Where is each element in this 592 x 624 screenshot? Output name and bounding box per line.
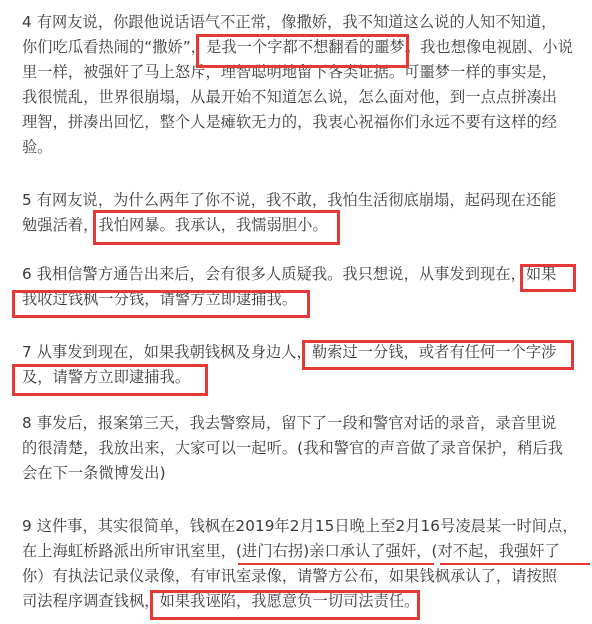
- text-line: 4 有网友说，你跟他说话语气不正常，像撒娇，我不知道这么说的人知不知道，: [22, 13, 557, 31]
- paragraph-4: [22, 10, 574, 160]
- text-line: 5 有网友说，为什么两年了你不说，我不敢，我怕生活彻底崩塌，起码现在还能: [22, 191, 557, 209]
- text-line: 6 我相信警方通告出来后，会有很多人质疑我。我只想说，从事发到现在，如果: [22, 265, 557, 283]
- text-line: 验。: [22, 138, 53, 156]
- paragraph-6: [22, 262, 574, 312]
- paragraph-8: [22, 411, 574, 486]
- text-line: 司法程序调查钱枫，如果我诬陷，我愿意负一切司法责任。: [22, 592, 420, 610]
- text-line: 勉强活着，我怕网暴。我承认，我懦弱胆小。: [22, 216, 328, 234]
- text-line: 理智，拼凑出回忆，整个人是瘫软无力的，我衷心祝福你们永远不要有这样的经: [22, 113, 558, 131]
- text-line: 7 从事发到现在，如果我朝钱枫及身边人，勒索过一分钱，或者有任何一个字涉: [22, 343, 557, 361]
- text-line: 你们吃瓜看热闹的“撒娇”，是我一个字都不想翻看的噩梦。我也想像电视剧、小说: [22, 38, 573, 56]
- text-line: 的很清楚，我放出来，大家可以一起听。(我和警官的声音做了录音保护，稍后我: [22, 439, 564, 457]
- paragraph-7: [22, 340, 574, 390]
- text-line: 里一样，被强奸了马上怒斥，理智聪明地留下各类证据。可噩梦一样的事实是，: [22, 63, 558, 81]
- text-line: 你）有执法记录仪录像，有审讯室录像，请警方公布，如果钱枫承认了，请按照: [22, 567, 558, 585]
- text-line: 会在下一条微博发出): [22, 464, 166, 482]
- text-line: 9 这件事，其实很简单，钱枫在2019年2月15日晚上至2月16号凌晨某一时间点，: [22, 517, 578, 535]
- paragraph-9: [22, 514, 578, 614]
- text-line: 及，请警方立即逮捕我。: [22, 368, 191, 386]
- text-line: 8 事发后，报案第三天，我去警察局，留下了一段和警官对话的录音，录音里说: [22, 414, 557, 432]
- text-line: 我收过钱枫一分钱，请警方立即逮捕我。: [22, 290, 298, 308]
- text-line: 在上海虹桥路派出所审讯室里，(进门右拐)亲口承认了强奸，(对不起，我强奸了: [22, 542, 560, 560]
- text-line: 我很慌乱，世界很崩塌，从最开始不知道怎么说，怎么面对他，到一点点拼凑出: [22, 88, 558, 106]
- paragraph-5: [22, 188, 574, 238]
